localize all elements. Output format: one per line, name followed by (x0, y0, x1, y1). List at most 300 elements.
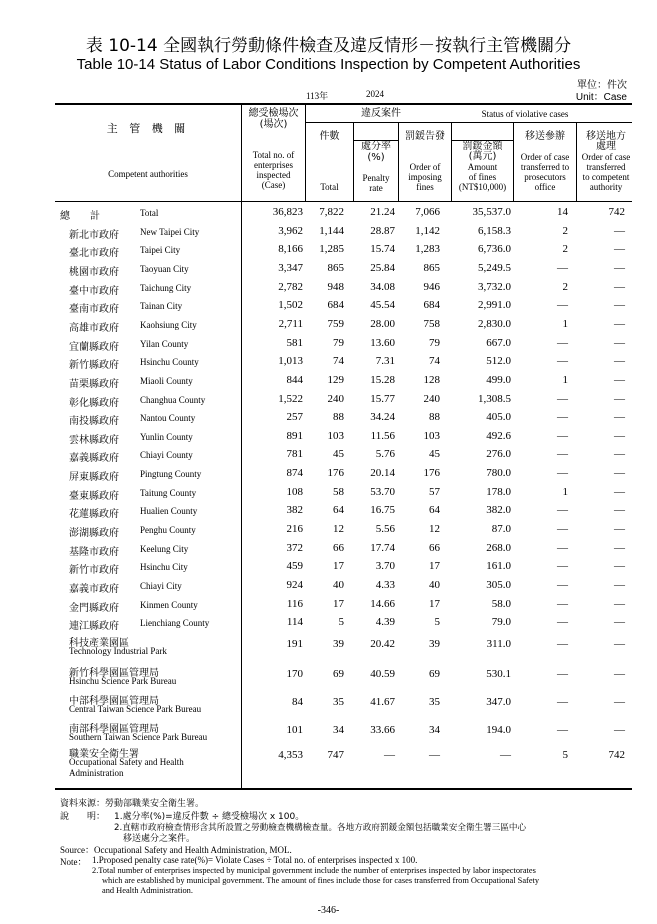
cell-inspected: 924 (286, 579, 303, 591)
cell-total: 865 (327, 261, 344, 274)
cell-rate: 41.67 (370, 696, 395, 708)
cell-rate: 15.74 (370, 243, 395, 256)
cell-agency-zh: 金門縣政府 (69, 602, 119, 614)
cell-amount: 161.0 (486, 560, 511, 573)
cell-local: — (614, 392, 625, 405)
cell-rate: — (384, 749, 395, 761)
cell-agency-en: Taoyuan City (140, 263, 189, 274)
cell-amount: 87.0 (491, 523, 511, 536)
cell-agency-en: Central Taiwan Science Park Bureau (69, 704, 202, 714)
cell-fines: 66 (429, 541, 440, 554)
cell-prosecutor: — (557, 336, 568, 349)
cell-inspected: 84 (292, 696, 303, 708)
cell-prosecutor: — (557, 467, 568, 480)
cell-agency-zh: 嘉義縣政府 (69, 453, 119, 465)
cell-amount: 79.0 (491, 616, 511, 629)
cell-total: 684 (327, 299, 344, 312)
cell-local: 742 (608, 749, 625, 761)
table-row (0, 523, 657, 541)
table-row (0, 448, 657, 466)
note-en-3: which are established by municipal government. The amount of fines include those for cases transferred from Occupational Safety (102, 876, 540, 885)
header-amount-zh: 罰鍰金額 (462, 141, 503, 152)
cell-total: 39 (333, 638, 344, 650)
cell-agency-en: Total (140, 208, 159, 218)
cell-local: — (614, 638, 625, 650)
table-row (0, 504, 657, 522)
cell-agency-zh: 南投縣政府 (69, 416, 119, 428)
cell-fines: 88 (429, 411, 440, 424)
cell-agency-en: Changhua County (140, 394, 206, 405)
cell-fines: 1,142 (415, 224, 440, 237)
cell-prosecutor: — (557, 724, 568, 736)
cell-rate: 13.60 (370, 336, 395, 349)
header-fines-en-3: fines (416, 182, 434, 192)
table-row (0, 411, 657, 429)
table-row (0, 664, 657, 692)
table-row (0, 225, 657, 243)
cell-fines: 128 (423, 373, 440, 386)
cell-total: 1,144 (319, 224, 344, 237)
cell-inspected: 874 (286, 467, 303, 480)
cell-inspected: 101 (286, 724, 303, 736)
cell-amount: 58.0 (491, 597, 511, 610)
cell-rate: 17.74 (370, 541, 395, 554)
cell-local: — (614, 724, 625, 736)
cell-local: — (614, 597, 625, 610)
cell-amount: 276.0 (486, 448, 511, 461)
note-zh-1: 1.處分率(%)=違反件數 ÷ 總受檢場次 x 100。 (114, 812, 305, 822)
unit-label-zh: 單位：件次 (577, 80, 627, 91)
cell-fines: 39 (429, 638, 440, 650)
cell-fines: 17 (429, 560, 440, 573)
note-zh-2: 2.直轄市政府檢查情形含其所設置之勞動檢查機構檢查量。各地方政府罰鍰金額包括職業安全衛生署三區中心 (114, 823, 527, 833)
cell-rate: 25.84 (370, 261, 395, 274)
cell-inspected: 4,353 (278, 749, 303, 761)
cell-fines: 176 (423, 467, 440, 480)
cell-agency-zh: 花蓮縣政府 (69, 509, 119, 521)
cell-agency-zh: 新竹市政府 (69, 565, 119, 577)
cell-agency-zh: 雲林縣政府 (69, 434, 119, 446)
cell-total: 74 (333, 355, 344, 368)
header-violation-zh: 違反案件 (361, 108, 401, 119)
cell-total: 5 (338, 616, 344, 629)
cell-rate: 15.28 (370, 373, 395, 386)
header-inspected-en-4: (Case) (261, 180, 286, 190)
cell-prosecutor: — (557, 597, 568, 610)
cell-prosecutor: 1 (562, 317, 568, 330)
cell-amount: 512.0 (486, 355, 511, 368)
cell-rate: 14.66 (370, 597, 395, 610)
cell-total: 1,285 (319, 243, 344, 256)
source-en: Source：Occupational Safety and Health Administration, MOL. (60, 845, 292, 855)
cell-rate: 40.59 (370, 668, 395, 680)
cell-local: — (614, 616, 625, 629)
cell-inspected: 108 (286, 485, 303, 498)
cell-local: — (614, 336, 625, 349)
header-count-en: Total (320, 182, 339, 192)
cell-amount: 405.0 (486, 411, 511, 424)
cell-fines: 240 (423, 392, 440, 405)
cell-agency-en: Taipei City (140, 245, 181, 256)
cell-inspected: 216 (286, 523, 303, 536)
cell-prosecutor: — (557, 616, 568, 629)
cell-prosecutor: — (557, 523, 568, 536)
cell-local: — (614, 668, 625, 680)
violation-group-rule (305, 122, 632, 123)
cell-agency-zh: 新竹科學園區管理局 (69, 668, 159, 679)
cell-local: — (614, 696, 625, 708)
cell-agency-en: Pingtung County (140, 469, 202, 480)
cell-local: — (614, 560, 625, 573)
cell-amount: 780.0 (486, 467, 511, 480)
cell-amount: 194.0 (486, 724, 511, 736)
cell-amount: 268.0 (486, 541, 511, 554)
year-roc: 113年 (306, 91, 329, 101)
table-row (0, 720, 657, 748)
cell-inspected: 372 (286, 541, 303, 554)
cell-prosecutor: — (557, 429, 568, 442)
cell-prosecutor: — (557, 504, 568, 517)
page-number: -346- (317, 905, 340, 916)
cell-prosecutor: — (557, 299, 568, 312)
cell-inspected: 1,502 (278, 299, 303, 312)
cell-inspected: 891 (286, 429, 303, 442)
cell-total: 948 (327, 280, 344, 293)
cell-prosecutor: 14 (557, 206, 568, 218)
cell-agency-zh: 宜蘭縣政府 (69, 341, 119, 353)
cell-rate: 28.87 (370, 224, 395, 237)
cell-amount: 6,736.0 (478, 243, 511, 256)
cell-rate: 4.39 (375, 616, 395, 629)
cell-local: — (614, 355, 625, 368)
cell-fines: 57 (429, 485, 440, 498)
header-fines-en-1: Order of (409, 162, 441, 172)
cell-amount: 311.0 (486, 638, 511, 650)
cell-agency-en: Hsinchu County (140, 357, 199, 368)
cell-total: 12 (333, 523, 344, 536)
table-row (0, 616, 657, 634)
cell-total: 747 (327, 749, 344, 761)
note-en-4: and Health Administration. (102, 886, 193, 895)
cell-agency-en: Hualien County (140, 506, 198, 517)
cell-inspected: 382 (286, 504, 303, 517)
table-row (0, 355, 657, 373)
table-row (0, 393, 657, 411)
header-count-zh: 件數 (319, 131, 340, 142)
header-prosecutor-en-2: transferred to (520, 162, 570, 172)
table-row (0, 262, 657, 280)
table-top-rule (55, 103, 632, 105)
cell-agency-en: Technology Industrial Park (69, 646, 167, 656)
cell-local: — (614, 579, 625, 591)
table-bottom-rule (55, 788, 632, 790)
cell-inspected: 2,782 (278, 280, 303, 293)
note-en-2: 2.Total number of enterprises inspected by municipal government include the number of enterprises inspected by labor inspectorates (92, 866, 536, 875)
cell-prosecutor: — (557, 355, 568, 368)
header-local-zh-2: 處理 (596, 141, 616, 152)
table-row (0, 598, 657, 616)
cell-prosecutor: 2 (562, 243, 568, 256)
cell-fines: 103 (423, 429, 440, 442)
source-zh: 資料來源：勞動部職業安全衛生署。 (60, 799, 205, 809)
cell-inspected: 1,013 (278, 355, 303, 368)
cell-rate: 15.77 (370, 392, 395, 405)
cell-agency-en: Kinmen County (140, 599, 198, 610)
cell-rate: 5.56 (375, 523, 395, 536)
cell-fines: 5 (434, 616, 440, 629)
cell-rate: 34.08 (370, 280, 395, 293)
cell-inspected: 3,347 (278, 261, 303, 274)
cell-total: 40 (333, 579, 344, 591)
cell-total: 64 (333, 504, 344, 517)
year-ad: 2024 (366, 89, 384, 99)
header-local-zh: 移送地方 (586, 131, 626, 142)
note-en-label: Note： (60, 857, 87, 867)
cell-agency-en: Miaoli County (140, 375, 193, 386)
cell-total: 176 (327, 467, 344, 480)
cell-agency-zh: 澎湖縣政府 (69, 528, 119, 540)
cell-inspected: 191 (286, 638, 303, 650)
table-row-osha (0, 745, 657, 785)
cell-inspected: 170 (286, 668, 303, 680)
cell-amount: 35,537.0 (472, 206, 511, 218)
cell-fines: 1,283 (415, 243, 440, 256)
note-zh-label: 說 明： (60, 812, 106, 822)
unit-label-en: Unit：Case (575, 92, 627, 103)
cell-prosecutor: — (557, 668, 568, 680)
cell-agency-en: Hsinchu City (140, 562, 188, 573)
cell-total: 58 (333, 485, 344, 498)
cell-fines: 758 (423, 317, 440, 330)
cell-prosecutor: 1 (562, 373, 568, 386)
cell-amount: 305.0 (486, 579, 511, 591)
cell-amount: 2,991.0 (478, 299, 511, 312)
header-fines-en-2: imposing (408, 172, 442, 182)
cell-inspected: 114 (286, 616, 303, 629)
table-row (0, 560, 657, 578)
cell-agency-zh: 新北市政府 (69, 229, 119, 241)
cell-prosecutor: — (557, 261, 568, 274)
cell-rate: 11.56 (370, 429, 395, 442)
cell-local: — (614, 523, 625, 536)
cell-agency-zh: 新竹縣政府 (69, 360, 119, 372)
note-zh-3: 移送處分之案件。 (123, 834, 196, 844)
cell-prosecutor: 1 (562, 485, 568, 498)
cell-rate: 34.24 (370, 411, 395, 424)
cell-total: 240 (327, 392, 344, 405)
cell-fines: 17 (429, 597, 440, 610)
cell-inspected: 459 (286, 560, 303, 573)
cell-fines: 865 (423, 261, 440, 274)
header-amount-zh-unit: (萬元) (468, 151, 497, 162)
cell-total: 79 (333, 336, 344, 349)
cell-total: 45 (333, 448, 344, 461)
cell-inspected: 581 (286, 336, 303, 349)
table-row (0, 318, 657, 336)
cell-prosecutor: — (557, 392, 568, 405)
header-fines-zh: 罰鍰告發 (405, 131, 445, 142)
cell-local: — (614, 280, 625, 293)
cell-inspected: 1,522 (278, 392, 303, 405)
cell-prosecutor: 2 (562, 224, 568, 237)
header-prosecutor-en-1: Order of case (520, 152, 570, 162)
cell-local: — (614, 373, 625, 386)
page-title-en: Table 10-14 Status of Labor Conditions Inspection by Competent Authorities (76, 56, 581, 73)
cell-agency-zh: 中部科學園區管理局 (69, 696, 159, 707)
cell-amount: 667.0 (486, 336, 511, 349)
cell-local: — (614, 485, 625, 498)
cell-local: — (614, 243, 625, 256)
cell-amount: 2,830.0 (478, 317, 511, 330)
header-violation-en: Status of violative cases (481, 109, 569, 119)
cell-agency-en: Nantou County (140, 413, 196, 424)
cell-agency-en: Penghu County (140, 525, 196, 536)
cell-fines: 79 (429, 336, 440, 349)
cell-fines: 12 (429, 523, 440, 536)
cell-agency-en: Lienchiang County (140, 618, 210, 629)
cell-agency-en: New Taipei City (140, 226, 200, 237)
cell-amount: 178.0 (486, 485, 511, 498)
note-en-1: 1.Proposed penalty case rate(%)= Violate Cases ÷ Total no. of enterprises inspected x 100. (92, 855, 418, 865)
cell-prosecutor: — (557, 560, 568, 573)
cell-agency-zh: 南部科學園區管理局 (69, 724, 159, 735)
header-inspected-zh-unit: (場次) (259, 119, 288, 130)
cell-agency-en: Southern Taiwan Science Park Bureau (69, 732, 208, 742)
table-row (0, 430, 657, 448)
cell-local: — (614, 317, 625, 330)
cell-agency-en: Chiayi City (140, 581, 182, 591)
cell-fines: — (429, 749, 440, 761)
table-row (0, 579, 657, 597)
cell-total: 103 (327, 429, 344, 442)
cell-inspected: 257 (286, 411, 303, 424)
cell-rate: 20.14 (370, 467, 395, 480)
cell-agency-zh: 臺北市政府 (69, 248, 119, 260)
cell-agency-en: Taichung City (140, 282, 192, 293)
cell-amount: — (500, 749, 511, 761)
cell-inspected: 844 (286, 373, 303, 386)
cell-rate: 16.75 (370, 504, 395, 517)
cell-local: — (614, 504, 625, 517)
cell-inspected: 8,166 (278, 243, 303, 256)
cell-agency-en: Kaohsiung City (140, 319, 197, 330)
cell-agency-en: Keelung City (140, 543, 189, 554)
cell-agency-zh: 臺南市政府 (69, 304, 119, 316)
cell-rate: 20.42 (370, 638, 395, 650)
cell-inspected: 36,823 (272, 206, 303, 218)
cell-local: — (614, 467, 625, 480)
cell-agency-en: Chiayi County (140, 450, 193, 461)
cell-agency-zh: 彰化縣政府 (69, 397, 119, 409)
header-inspected-en-1: Total no. of (252, 150, 295, 160)
cell-total: 17 (333, 597, 344, 610)
cell-fines: 684 (423, 299, 440, 312)
cell-agency-zh: 臺東縣政府 (69, 490, 119, 502)
cell-total: 17 (333, 560, 344, 573)
cell-prosecutor: — (557, 448, 568, 461)
cell-fines: 40 (429, 579, 440, 591)
header-rate-zh-unit: (%) (367, 152, 385, 163)
table-row (0, 243, 657, 261)
header-local-en-1: Order of case (581, 152, 631, 162)
cell-local: — (614, 411, 625, 424)
header-rate-en-2: rate (369, 183, 383, 193)
cell-agency-en: Tainan City (140, 301, 183, 312)
cell-total: 759 (327, 317, 344, 330)
cell-total: 7,822 (319, 206, 344, 218)
cell-local: — (614, 429, 625, 442)
cell-total: 88 (333, 411, 344, 424)
cell-fines: 69 (429, 668, 440, 680)
cell-agency-zh: 桃園市政府 (69, 266, 119, 278)
cell-local: — (614, 299, 625, 312)
cell-total: 66 (333, 541, 344, 554)
cell-amount: 1,308.5 (478, 392, 511, 405)
table-row (0, 374, 657, 392)
table-row (0, 634, 657, 662)
table-row (0, 281, 657, 299)
cell-fines: 946 (423, 280, 440, 293)
cell-local: — (614, 541, 625, 554)
cell-rate: 28.00 (370, 317, 395, 330)
cell-total: 35 (333, 696, 344, 708)
cell-agency-zh: 科技產業園區 (69, 638, 129, 649)
cell-inspected: 2,711 (278, 317, 303, 330)
cell-agency-zh: 嘉義市政府 (69, 584, 119, 595)
cell-prosecutor: — (557, 696, 568, 708)
cell-amount: 382.0 (486, 504, 511, 517)
cell-prosecutor: — (557, 541, 568, 554)
table-row (0, 542, 657, 560)
cell-inspected: 3,962 (278, 224, 303, 237)
cell-rate: 7.31 (375, 355, 395, 368)
table-row (0, 486, 657, 504)
cell-agency-zh: 職業安全衛生署 (69, 749, 139, 760)
cell-rate: 4.33 (375, 579, 395, 591)
cell-local: 742 (608, 206, 625, 218)
cell-prosecutor: — (557, 411, 568, 424)
cell-prosecutor: — (557, 579, 568, 591)
cell-agency-en: Occupational Safety and Health (69, 757, 184, 767)
cell-amount: 492.6 (486, 429, 511, 442)
table-header-rule (55, 201, 632, 202)
header-amount-en-1: Amount (467, 162, 498, 172)
cell-rate: 5.76 (375, 448, 395, 461)
cell-fines: 64 (429, 504, 440, 517)
cell-amount: 6,158.3 (478, 224, 511, 237)
table-row (0, 467, 657, 485)
cell-total: 129 (327, 373, 344, 386)
cell-amount: 530.1 (486, 668, 511, 680)
cell-fines: 74 (429, 355, 440, 368)
cell-agency-en: Yunlin County (140, 431, 193, 442)
table-row (0, 299, 657, 317)
cell-fines: 45 (429, 448, 440, 461)
cell-fines: 34 (429, 724, 440, 736)
cell-agency-en: Yilan County (140, 338, 189, 349)
cell-agency-zh: 屏東縣政府 (69, 472, 119, 484)
cell-prosecutor: 5 (562, 749, 568, 761)
header-rate-zh: 處分率 (361, 141, 391, 152)
cell-agency-en-2: Administration (69, 768, 124, 778)
header-inspected-zh: 總受檢場次 (248, 108, 299, 119)
header-local-en-2: transferred (586, 162, 626, 172)
cell-agency-zh: 苗栗縣政府 (69, 378, 119, 390)
cell-local: — (614, 261, 625, 274)
cell-agency-zh: 總 計 (60, 211, 100, 222)
cell-rate: 45.54 (370, 299, 395, 312)
cell-inspected: 781 (286, 448, 303, 461)
